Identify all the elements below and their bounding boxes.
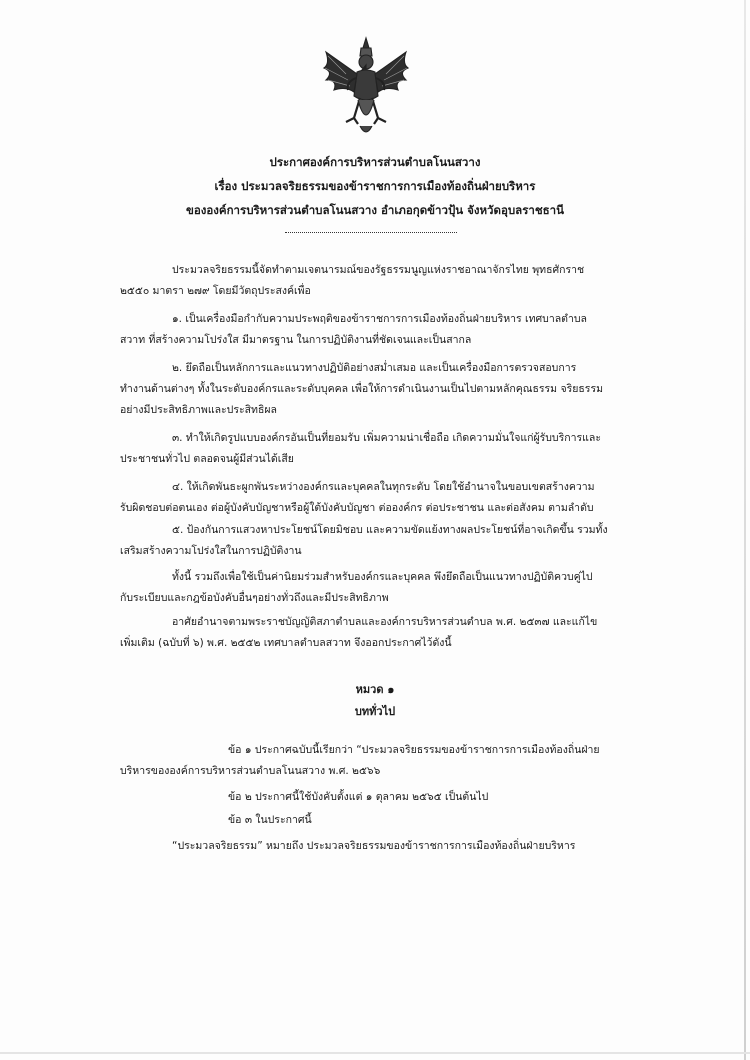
item1-line2: สวาท ที่สร้างความโปร่งใส มีมาตรฐาน ในการปฏิบัติงานที่ชัดเจนและเป็นสากล	[120, 334, 472, 346]
item2-line1: ๒. ยึดถือเป็นหลักการและแนวทางปฏิบัติอย่างสม่ำเสมอ และเป็นเครื่องมือการตรวจสอบการ	[172, 362, 577, 374]
article3: ข้อ ๓ ในประกาศนี้	[228, 814, 312, 826]
item3-line2: ประชาชนทั่วไป ตลอดจนผู้มีส่วนได้เสีย	[120, 453, 294, 465]
title-line-3: ขององค์การบริหารส่วนตำบลโนนสวาง อำเภอกุดข้าวปุ้น จังหวัดอุบลราชธานี	[186, 203, 564, 217]
title-line-1: ประกาศองค์การบริหารส่วนตำบลโนนสวาง	[269, 155, 481, 169]
page-edge-bottom	[0, 1052, 750, 1054]
definition-1: “ประมวลจริยธรรม” หมายถึง ประมวลจริยธรรมของข้าราชการการเมืองท้องถิ่นฝ่ายบริหาร	[172, 840, 576, 852]
para3-line2: เพิ่มเติม (ฉบับที่ ๖) พ.ศ. ๒๕๕๒ เทศบาลตำบลสวาท จึงออกประกาศไว้ดังนี้	[120, 637, 452, 649]
item5-line2: เสริมสร้างความโปร่งใสในการปฏิบัติงาน	[120, 545, 302, 557]
article1-line2: บริหารขององค์การบริหารส่วนตำบลโนนสวาง พ.ศ. ๒๕๖๖	[120, 765, 381, 777]
chapter-number: หมวด ๑	[355, 683, 395, 696]
intro-p1-line1: ประมวลจริยธรรมนี้จัดทำตามเจตนารมณ์ของรัฐธรรมนูญแห่งราชอาณาจักรไทย พุทธศักราช	[172, 264, 585, 276]
para3-line1: อาศัยอำนาจตามพระราชบัญญัติสภาตำบลและองค์การบริหารส่วนตำบล พ.ศ. ๒๕๓๗ และแก้ไข	[172, 616, 598, 628]
announcement-title	[0, 150, 750, 222]
item2-line3: อย่างมีประสิทธิภาพและประสิทธิผล	[120, 404, 277, 416]
article2: ข้อ ๒ ประกาศนี้ใช้บังคับตั้งแต่ ๑ ตุลาคม ๒๕๖๕ เป็นต้นไป	[228, 791, 489, 803]
chapter-name: บททั่วไป	[354, 705, 396, 718]
para2-line2: กับระเบียบและกฎข้อบังคับอื่นๆอย่างทั่วถึงและมีประสิทธิภาพ	[120, 592, 389, 604]
item5-line1: ๕. ป้องกันการแสวงหาประโยชน์โดยมิชอบ และความขัดแย้งทางผลประโยชน์ที่อาจเกิดขึ้น รวมทั้ง	[172, 524, 608, 536]
item4-line1: ๔. ให้เกิดพันธะผูกพันระหว่างองค์กรและบุคคลในทุกระดับ โดยใช้อำนาจในขอบเขตสร้างความ	[172, 481, 595, 493]
intro-p1-line2: ๒๕๕๐ มาตรา ๒๗๙ โดยมีวัตถุประสงค์เพื่อ	[120, 285, 311, 297]
article1-line1: ข้อ ๑ ประกาศฉบับนี้เรียกว่า “ประมวลจริยธรรมของข้าราชการการเมืองท้องถิ่นฝ่าย	[228, 744, 600, 756]
item3-line1: ๓. ทำให้เกิดรูปแบบองค์กรอันเป็นที่ยอมรับ เพิ่มความน่าเชื่อถือ เกิดความมั่นใจแก่ผู้รับบริการและ	[172, 432, 601, 444]
dotted-separator	[285, 232, 457, 233]
title-line-2: เรื่อง ประมวลจริยธรรมของข้าราชการการเมืองท้องถิ่นฝ่ายบริหาร	[214, 179, 536, 193]
item1-line1: ๑. เป็นเครื่องมือกำกับความประพฤติของข้าราชการการเมืองท้องถิ่นฝ่ายบริหาร เทศบาลตำบล	[172, 313, 587, 325]
item2-line2: ทำงานด้านต่างๆ ทั้งในระดับองค์กรและระดับบุคคล เพื่อให้การดำเนินงานเป็นไปตามหลักคุณธรรม จริยธรรม	[120, 383, 603, 395]
para2-line1: ทั้งนี้ รวมถึงเพื่อใช้เป็นค่านิยมร่วมสำหรับองค์กรและบุคคล พึงยึดถือเป็นแนวทางปฏิบัติควบคู่ไป	[172, 571, 593, 583]
garuda-emblem-icon	[316, 34, 416, 144]
item4-line2: รับผิดชอบต่อตนเอง ต่อผู้บังคับบัญชาหรือผู้ใต้บังคับบัญชา ต่อองค์กร ต่อประชาชน และต่อสังคม ตามลำดับ	[120, 502, 594, 514]
